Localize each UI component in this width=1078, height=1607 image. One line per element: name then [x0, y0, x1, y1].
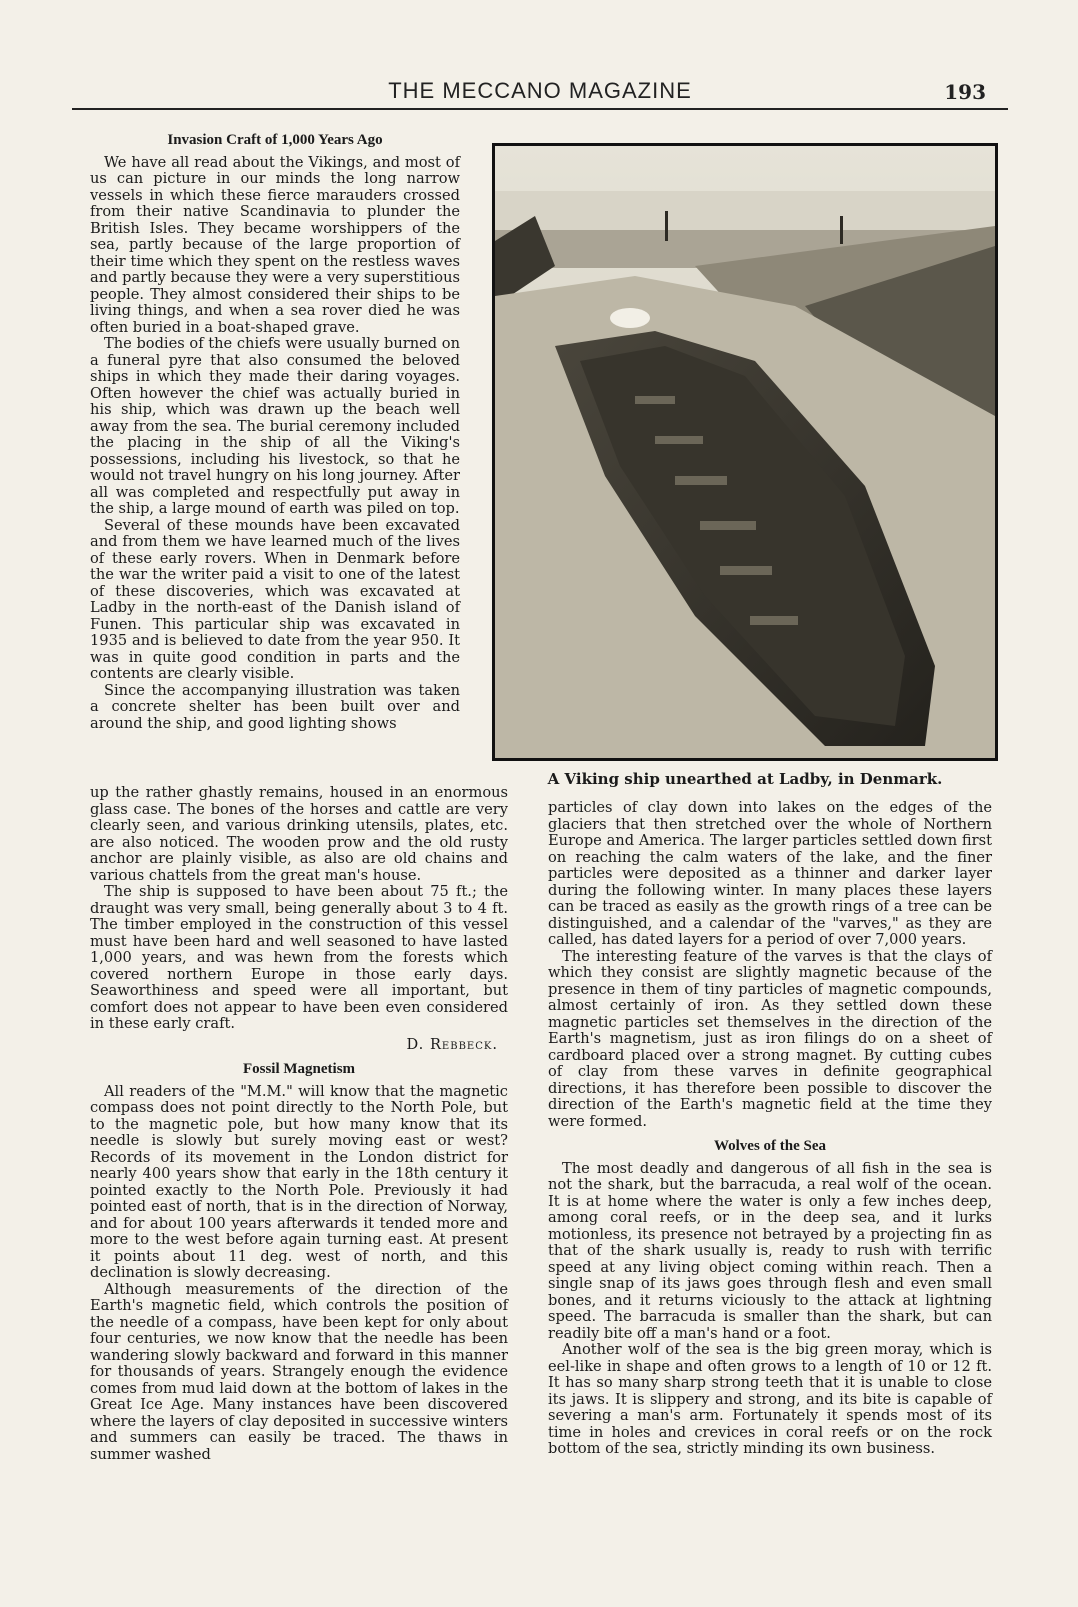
article1-narrow-column [90, 132, 460, 732]
article1-paragraph: We have all read about the Vikings, and most of us can picture in our minds the long narrow vessels in which these fierce marauders crossed from their native Scandinavia to plunder the British Isles. They became worshippers of the sea, partly because of the large proportion of their time which they spent on the restless waves and partly because they were a very superstitious people. They almost considered their ships to be living things, and when a sea rover died he was often buried in a boat-shaped grave. [90, 153, 460, 336]
article3-paragraph: Another wolf of the sea is the big green moray, which is eel-like in shape and often grows to a length of 10 or 12 ft. It has so many sharp strong teeth that it is unable to close its jaws. It is slippery and strong, and its bite is capable of severing a man's arm. Fortunately it spends most of its time in holes and crevices in coral reefs or on the rock bottom of the sea, strictly minding its own business. [548, 1341, 992, 1457]
article2-continuation: particles of clay down into lakes on the edges of the glaciers that then stretched over the whole of Northern Europe and America. The larger particles settled down first on reaching the calm waters of the lake, and the finer particles were deposited as a thinner and darker layer during the following winter. In many places these layers can be traced as easily as the growth rings of a tree can be distinguished, and a calendar of the "varves," as they are called, has dated layers for a period of over 7,000 years. [548, 799, 992, 948]
article1-paragraph: Several of these mounds have been excavated and from them we have learned much of the lives of these early rovers. When in Denmark before the war the writer paid a visit to one of the latest of these discoveries, which was excavated at Ladby in the north-east of the Danish island of Funen. This particular ship was excavated in 1935 and is believed to date from the year 950. It was in quite good condition in parts and the contents are clearly visible. [90, 516, 460, 682]
masthead [72, 78, 1008, 110]
article3-heading: Wolves of the Sea [713, 1138, 827, 1154]
article1-heading: Invasion Craft of 1,000 Years Ago [167, 132, 383, 148]
article2-heading: Fossil Magnetism [242, 1061, 356, 1077]
article1-paragraph: The bodies of the chiefs were usually burned on a funeral pyre that also consumed the beloved ships in which they made their daring voyages. Often however the chief was actually buried in his ship, which was drawn up the beach well away from the sea. The burial ceremony included the placing in the ship of all the Viking's possessions, including his livestock, so that he would not travel hungry on his long journey. After all was completed and respectfully put away in the ship, a large mound of earth was piled on top. [90, 335, 460, 517]
article2-continuation: The interesting feature of the varves is that the clays of which they consist are slightly magnetic because of the presence in them of tiny particles of magnetic compounds, almost certainly of iron. As they settled down these magnetic particles set themselves in the direction of the Earth's magnetism, just as iron filings do on a sheet of cardboard placed over a strong magnet. By cutting cubes of clay from these varves in definite geographical directions, it has therefore been possible to discover the direction of the Earth's magnetic field at the time they were formed. [548, 947, 992, 1130]
article1-paragraph: up the rather ghastly remains, housed in an enormous glass case. The bones of the horses and cattle are very clearly seen, and various drinking utensils, plates, etc. are also noticed. The wooden prow and the old rusty anchor are plainly visible, as also are old chains and various chattels from the great man's house. [90, 784, 508, 884]
viking-ship-photo [492, 143, 998, 761]
photo-caption: A Viking ship unearthed at Ladby, in Denmark. [547, 770, 943, 788]
magazine-title: THE MECCANO MAGAZINE [388, 78, 692, 103]
article2-paragraph: Although measurements of the direction of the Earth's magnetic field, which controls the position of the needle of a compass, have been kept for only about four centuries, we now know that the needle has been wandering slowly backward and forward in this manner for thousands of years. Strangely enough the evidence comes from mud laid down at the bottom of lakes in the Great Ice Age. Many instances have been discovered where the layers of clay deposited in successive winters and summers can easily be traced. The thaws in summer washed [90, 1280, 508, 1463]
left-lower-column [90, 785, 508, 1463]
article1-paragraph: The ship is supposed to have been about 75 ft.; the draught was very small, being generally about 3 to 4 ft. The timber employed in the construction of this vessel must have been hard and well seasoned to have lasted 1,000 years, and was hewn from the forests which covered northern Europe in those early days. Seaworthiness and speed were all important, but comfort does not appear to have been even considered in these early craft. [90, 883, 508, 1032]
article1-author: D. Rebbeck. [406, 1035, 498, 1053]
article3-paragraph: The most deadly and dangerous of all fish in the sea is not the shark, but the barracuda, a real wolf of the ocean. It is at home where the water is only a few inches deep, among coral reefs, or in the deep sea, and it lurks motionless, its presence not betrayed by a projecting fin as that of the shark usually is, ready to rush with terrific speed at any living object coming within reach. Then a single snap of its jaws goes through flesh and even small bones, and it returns viciously to the attack at lightning speed. The barracuda is smaller than the shark, but can readily bite off a man's hand or a foot. [548, 1159, 992, 1342]
right-lower-column [548, 800, 992, 1458]
viking-ship-image [495, 146, 995, 758]
article1-paragraph: Since the accompanying illustration was taken a concrete shelter has been built over and around the ship, and good lighting shows [90, 681, 460, 732]
article2-paragraph: All readers of the "M.M." will know that the magnetic compass does not point directly to the North Pole, but to the magnetic pole, but how many know that its needle is slowly but surely moving east or west? Records of its movement in the London district for nearly 400 years show that early in the 18th century it pointed exactly to the North Pole. Previously it had pointed east of north, that is in the direction of Norway, and for about 100 years afterwards it tended more and more to the west before again turning east. At present it points about 11 deg. west of north, and this declination is slowly decreasing. [90, 1082, 508, 1281]
page-number: 193 [944, 80, 986, 104]
